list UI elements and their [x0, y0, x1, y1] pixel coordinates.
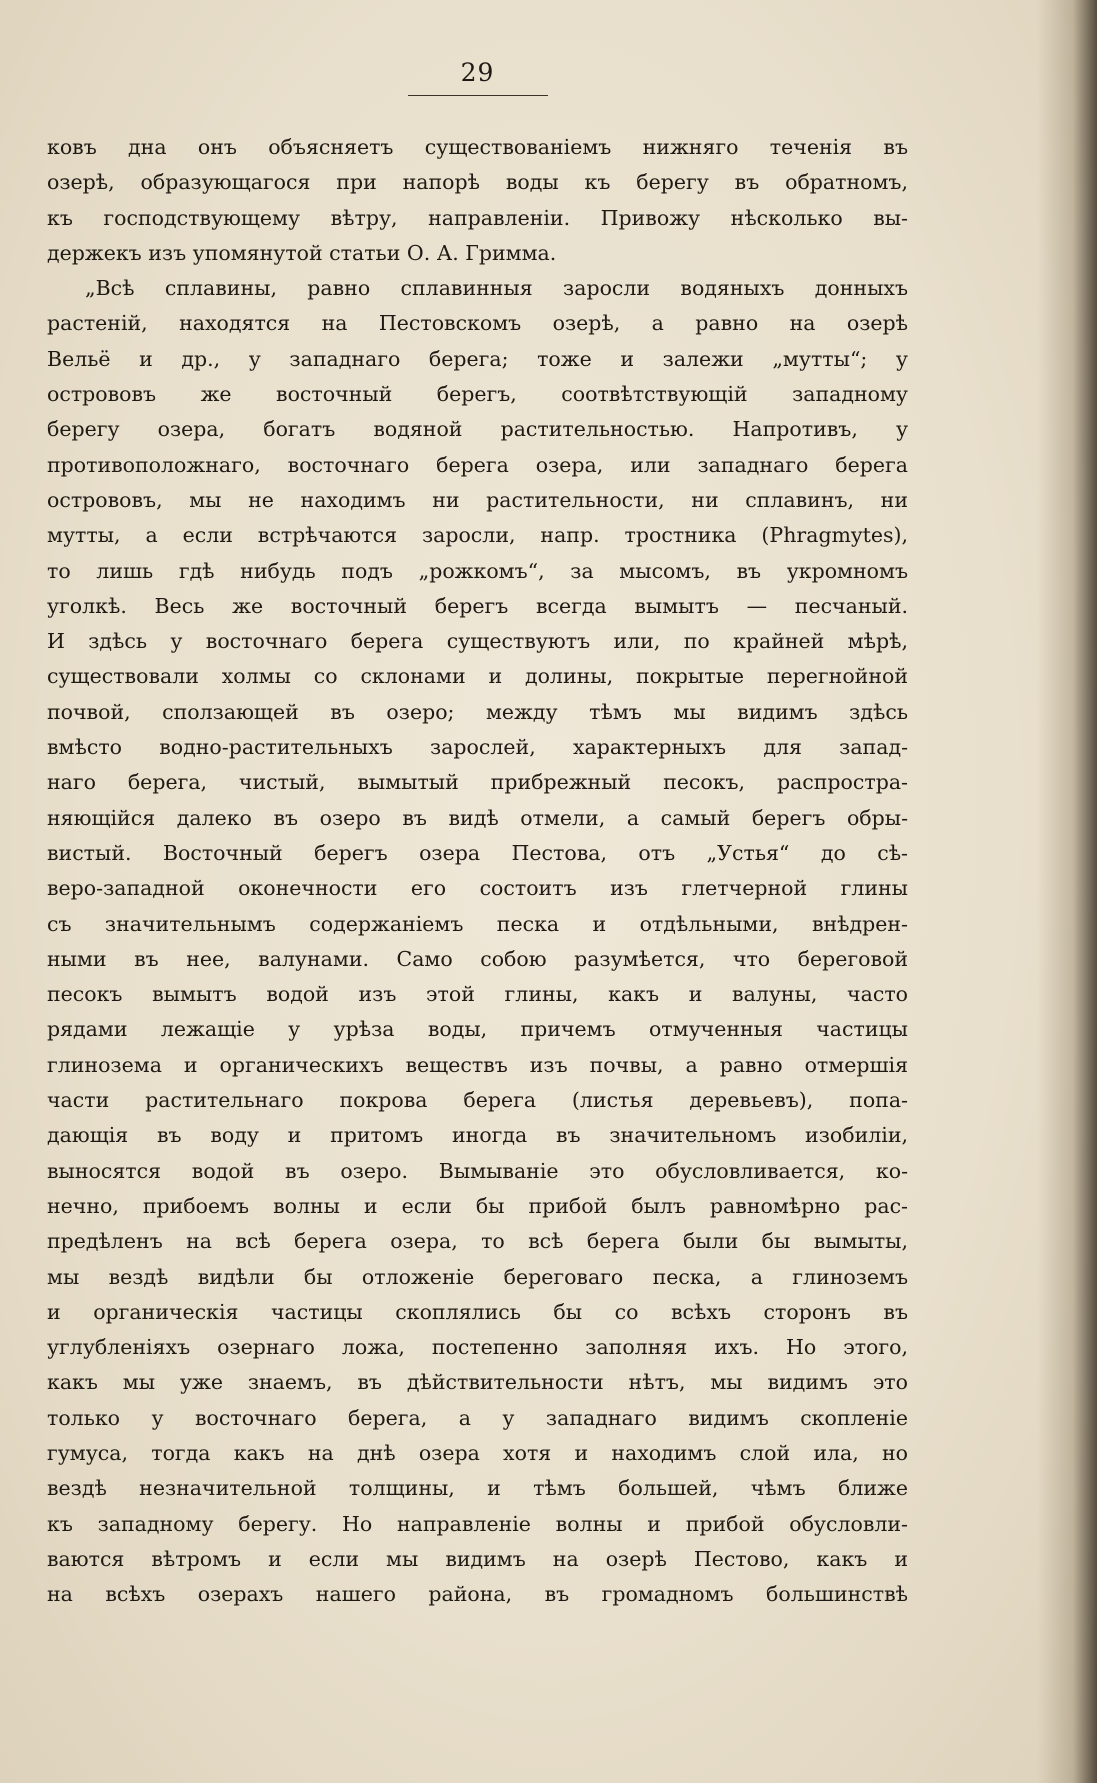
text-line: рядами лежащіе у урѣза воды, причемъ отмученныя частицы	[47, 1017, 908, 1042]
text-line: противоположнаго, восточнаго берега озера, или западнаго берега	[47, 452, 908, 477]
text-line: ваются вѣтромъ и если мы видимъ на озерѣ Пестово, какъ и	[47, 1546, 908, 1571]
text-line: на всѣхъ озерахъ нашего района, въ громадномъ большинствѣ	[47, 1582, 908, 1607]
text-line: вездѣ незначительной толщины, и тѣмъ большей, чѣмъ ближе	[47, 1476, 908, 1501]
text-line: углубленіяхъ озернаго ложа, постепенно заполняя ихъ. Но этого,	[47, 1335, 908, 1360]
text-line: ными въ нее, валунами. Само собою разумѣется, что береговой	[47, 946, 908, 971]
text-line: существовали холмы со склонами и долины, покрытые перегнойной	[47, 664, 908, 689]
text-line: почвой, сползающей въ озеро; между тѣмъ мы видимъ здѣсь	[47, 699, 908, 724]
text-line: дающія въ воду и притомъ иногда въ значительномъ изобиліи,	[47, 1123, 908, 1148]
text-line: острововъ же восточный берегъ, соотвѣтствующій западному	[47, 382, 908, 407]
text-line: ковъ дна онъ объясняетъ существованіемъ нижняго теченія въ	[47, 135, 908, 159]
text-line: къ западному берегу. Но направленіе волны и прибой обусловли-	[47, 1511, 908, 1536]
header-rule	[408, 95, 548, 96]
text-line: уголкѣ. Весь же восточный берегъ всегда вымытъ — песчаный.	[47, 593, 908, 618]
text-line: части растительнаго покрова берега (листья деревьевъ), попа-	[47, 1088, 908, 1113]
text-line: глинозема и органическихъ веществъ изъ почвы, а равно отмершія	[47, 1052, 908, 1077]
text-line: „Всѣ сплавины, равно сплавинныя заросли водяныхъ донныхъ	[85, 276, 908, 301]
text-line: вмѣсто водно-растительныхъ зарослей, характерныхъ для запад-	[47, 735, 908, 760]
text-line: песокъ вымытъ водой изъ этой глины, какъ и валуны, часто	[47, 982, 908, 1007]
text-line: веро-западной оконечности его состоитъ изъ глетчерной глины	[47, 876, 908, 901]
text-line: только у восточнаго берега, а у западнаго видимъ скопленіе	[47, 1405, 908, 1430]
text-line: няющійся далеко въ озеро въ видѣ отмели, а самый берегъ обры-	[47, 805, 908, 830]
text-line: выносятся водой въ озеро. Вымываніе это обусловливается, ко-	[47, 1158, 908, 1183]
text-line: острововъ, мы не находимъ ни растительности, ни сплавинъ, ни	[47, 487, 908, 512]
text-line: растеній, находятся на Пестовскомъ озерѣ, а равно на озерѣ	[47, 311, 908, 336]
text-line: наго берега, чистый, вымытый прибрежный песокъ, распростра-	[47, 770, 908, 795]
page-number: 29	[460, 58, 495, 87]
text-line: предѣленъ на всѣ берега озера, то всѣ берега были бы вымыты,	[47, 1229, 908, 1254]
body-text	[47, 130, 908, 1612]
text-line: И здѣсь у восточнаго берега существуютъ или, по крайней мѣрѣ,	[47, 629, 908, 654]
text-line: мутты, а если встрѣчаются заросли, напр. тростника (Phragmytes),	[47, 523, 908, 548]
text-line: и органическія частицы скоплялись бы со всѣхъ сторонъ въ	[47, 1299, 908, 1324]
text-line: съ значительнымъ содержаніемъ песка и отдѣльными, внѣдрен-	[47, 911, 908, 936]
text-line: какъ мы уже знаемъ, въ дѣйствительности нѣтъ, мы видимъ это	[47, 1370, 908, 1395]
text-line: берегу озера, богатъ водяной растительностью. Напротивъ, у	[47, 417, 908, 442]
text-line: озерѣ, образующагося при напорѣ воды къ берегу въ обратномъ,	[47, 170, 908, 195]
text-line: Вельё и др., у западнаго берега; тоже и залежи „мутты“; у	[47, 346, 908, 371]
text-line: держекъ изъ упомянутой статьи О. А. Гримма.	[47, 240, 557, 265]
page-edge-shadow	[1037, 0, 1097, 1783]
text-line: вистый. Восточный берегъ озера Пестова, отъ „Устья“ до сѣ-	[47, 840, 908, 865]
text-line: къ господствующему вѣтру, направленіи. Привожу нѣсколько вы-	[47, 205, 908, 230]
text-line: нечно, прибоемъ волны и если бы прибой былъ равномѣрно рас-	[47, 1193, 908, 1218]
text-line: гумуса, тогда какъ на днѣ озера хотя и находимъ слой ила, но	[47, 1440, 908, 1465]
text-line: мы вездѣ видѣли бы отложеніе береговаго песка, а глиноземъ	[47, 1264, 908, 1289]
text-line: то лишь гдѣ нибудь подъ „рожкомъ“, за мысомъ, въ укромномъ	[47, 558, 908, 583]
